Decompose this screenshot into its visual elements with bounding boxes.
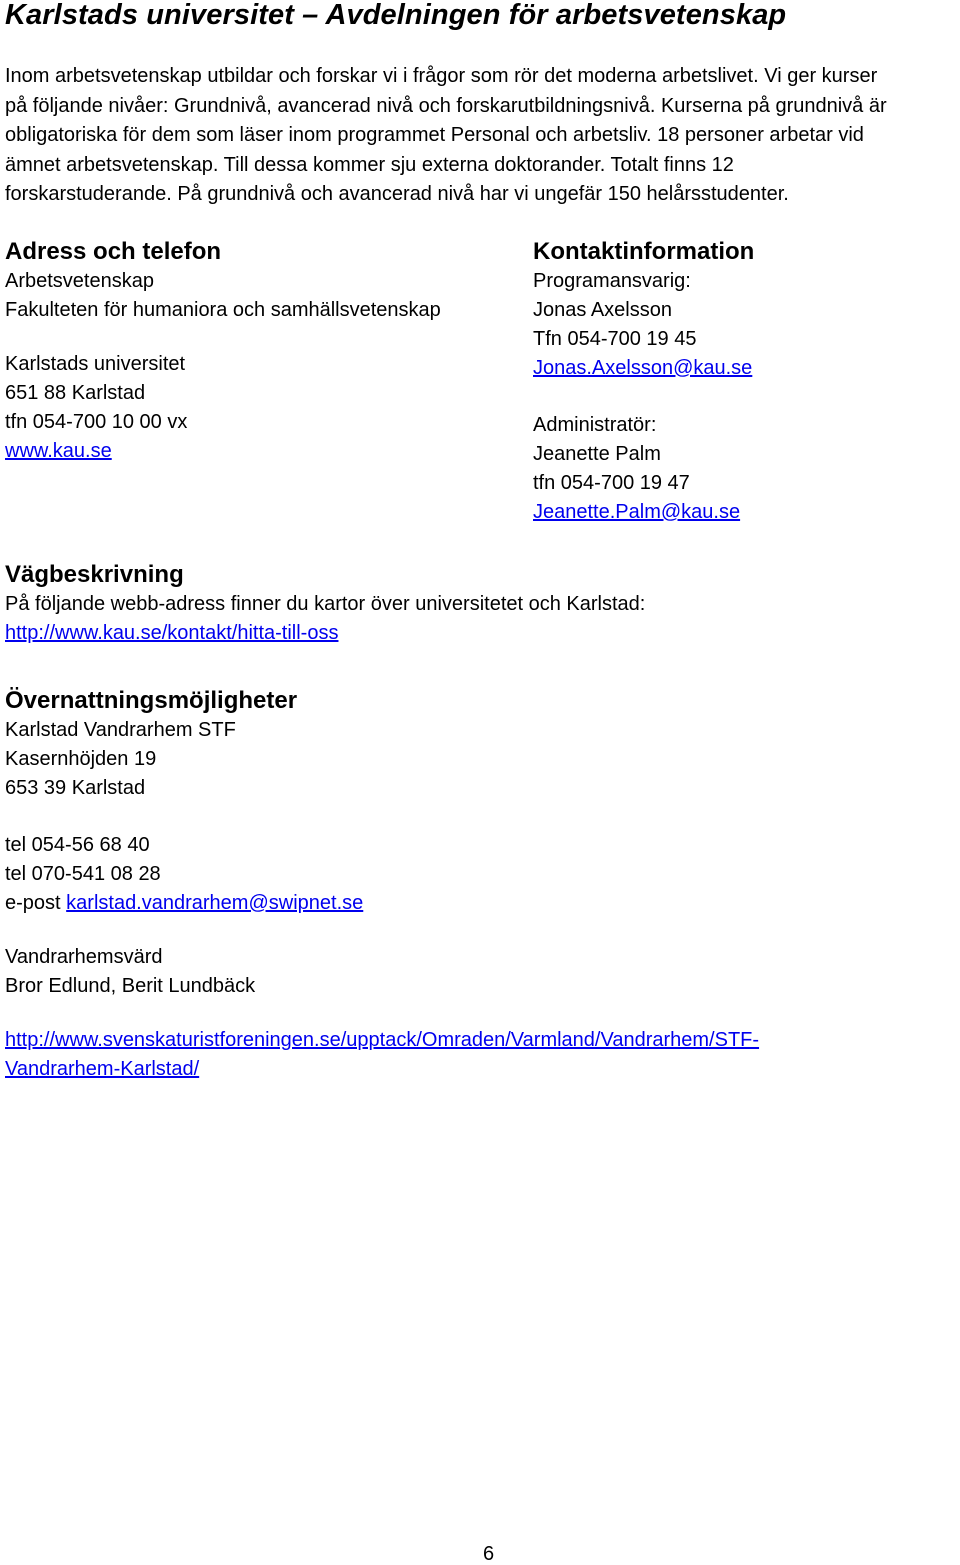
address-department: Arbetsvetenskap	[5, 270, 154, 292]
contact-heading: Kontaktinformation	[533, 238, 755, 265]
lodging-url-wrap-1	[5, 1026, 955, 1055]
contact-admin-email-link[interactable]: Jeanette.Palm@kau.se	[533, 501, 741, 523]
intro-line: på följande nivåer: Grundnivå, avancerad nivå och forskarutbildningsnivå. Kurserna på grundnivå är	[5, 94, 887, 117]
intro-line: Inom arbetsvetenskap utbildar och forskar vi i frågor som rör det moderna arbetslivet. Vi ger kurser	[5, 65, 878, 87]
spacer	[5, 918, 955, 943]
directions-heading: Vägbeskrivning	[5, 561, 184, 588]
contact-admin-phone: tfn 054-700 19 47	[533, 472, 690, 494]
intro-line: obligatoriska för dem som läser inom programmet Personal och arbetsliv. 18 personer arbetar vid	[5, 124, 864, 146]
lodging-email-line	[5, 889, 955, 918]
directions-text: På följande webb-adress finner du kartor över universitetet och Karlstad:	[5, 593, 646, 615]
spacer	[533, 383, 953, 411]
address-heading: Adress och telefon	[5, 238, 222, 265]
lodging-email-label: e-post	[5, 892, 61, 914]
contact-program-role: Programansvarig:	[533, 270, 691, 292]
address-section	[5, 237, 525, 466]
contact-program-name: Jonas Axelsson	[533, 299, 672, 321]
lodging-url-link-part-2[interactable]: Vandrarhem-Karlstad/	[5, 1058, 200, 1080]
contact-section	[533, 237, 953, 527]
contact-program-email-link[interactable]: Jonas.Axelsson@kau.se	[533, 357, 753, 379]
contact-admin-email-wrap	[533, 498, 953, 527]
intro-paragraph	[5, 62, 950, 210]
spacer	[5, 325, 525, 350]
contact-admin-name: Jeanette Palm	[533, 443, 661, 465]
lodging-postal: 653 39 Karlstad	[5, 777, 146, 799]
address-faculty: Fakulteten för humaniora och samhällsvetenskap	[5, 299, 441, 321]
address-web-link[interactable]: www.kau.se	[5, 440, 112, 462]
lodging-url-wrap-2	[5, 1055, 955, 1084]
lodging-phone-1: tel 054-56 68 40	[5, 834, 150, 856]
directions-section	[5, 560, 955, 648]
intro-line: forskarstuderande. På grundnivå och avancerad nivå har vi ungefär 150 helårsstudenter.	[5, 183, 789, 205]
address-university: Karlstads universitet	[5, 353, 186, 375]
contact-program-phone: Tfn 054-700 19 45	[533, 328, 697, 350]
address-web-wrap	[5, 437, 525, 466]
lodging-street: Kasernhöjden 19	[5, 748, 157, 770]
lodging-heading: Övernattningsmöjligheter	[5, 687, 298, 714]
document-page	[5, 0, 955, 1080]
address-postal: 651 88 Karlstad	[5, 382, 146, 404]
lodging-email-link[interactable]: karlstad.vandrarhem@swipnet.se	[66, 892, 364, 914]
spacer	[5, 1001, 955, 1026]
page-title: Karlstads universitet – Avdelningen för arbetsvetenskap	[5, 0, 787, 31]
lodging-name: Karlstad Vandrarhem STF	[5, 719, 236, 741]
spacer	[5, 803, 955, 831]
intro-line: ämnet arbetsvetenskap. Till dessa kommer sju externa doktorander. Totalt finns 12	[5, 153, 734, 176]
lodging-hosts: Bror Edlund, Berit Lundbäck	[5, 975, 256, 997]
lodging-section	[5, 686, 955, 1084]
contact-program-email-wrap	[533, 354, 953, 383]
page-number: 6	[483, 1543, 495, 1565]
lodging-url-link-part-1[interactable]: http://www.svenskaturistforeningen.se/upptack/Omraden/Varmland/Vandrarhem/STF-	[5, 1029, 760, 1051]
address-phone: tfn 054-700 10 00 vx	[5, 411, 188, 433]
directions-url-link[interactable]: http://www.kau.se/kontakt/hitta-till-oss	[5, 622, 339, 644]
lodging-phone-2: tel 070-541 08 28	[5, 863, 161, 885]
contact-admin-role: Administratör:	[533, 414, 657, 436]
directions-url-wrap	[5, 619, 955, 648]
lodging-host-label: Vandrarhemsvärd	[5, 946, 163, 968]
